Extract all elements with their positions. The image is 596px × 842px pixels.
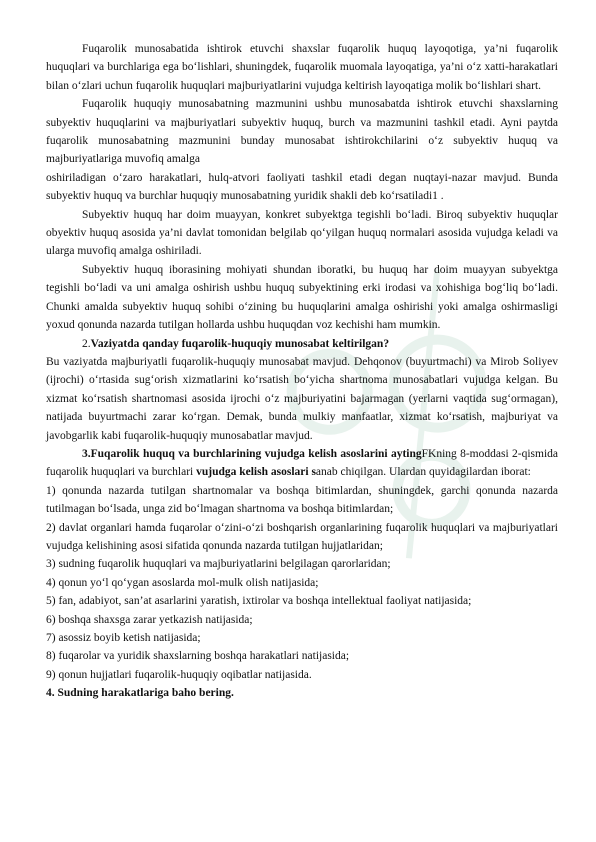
question-2-heading bbox=[46, 335, 558, 353]
list-item: 4) qonun yo‘l qo‘ygan asoslarda mol-mulk olish natijasida; bbox=[46, 576, 319, 589]
list-item: 7) asossiz boyib ketish natijasida; bbox=[46, 632, 201, 644]
paragraph: oshiriladigan o‘zaro harakatlari, hulq-atvori faoliyati tashkil etadi degan nuqtayi-nazar mavjud. Bunda subyektiv huquq va burchlar huquqiy munosabatning yuridik shakli deb ko‘rsatiladi1 . bbox=[46, 171, 558, 203]
paragraph: Subyektiv huquq iborasining mohiyati shundan iboratki, bu huquq har doim muayyan subyektga tegishli bo‘ladi va uni amalga oshirish ushbu huquq subyektining erki irodasi va xohishiga bog‘liq bo‘ladi. Chunki amalda subyektiv huquq sohibi o‘zining bu huquqlarini amalga oshirishi yoki amalga oshirmasligi yoxud qonunda nazarda tutilgan hollarda ushbu huquqdan voz kechishi ham mumkin. bbox=[46, 263, 558, 332]
list-item: 9) qonun hujjatlari fuqarolik-huquqiy oqibatlar natijasida. bbox=[46, 668, 312, 681]
list-item: 6) boshqa shaxsga zarar yetkazish natijasida; bbox=[46, 613, 253, 626]
question-3-text: FKning 8-moddasi 2-qismida fuqarolik huquqlari va burchlari bbox=[46, 447, 558, 479]
question-number: 2. bbox=[82, 337, 91, 350]
list-item: 3) sudning fuqarolik huquqlari va majburiyatlarini belgilagan qarorlaridan; bbox=[46, 558, 391, 571]
question-2-answer: Bu vaziyatda majburiyatli fuqarolik-huquqiy munosabat mavjud. Dehqonov (buyurtmachi) va Mirob Soliyev (ijrochi) o‘rtasida sug‘orish xizmatlarini ko‘rsatish bo‘yicha shartnoma munosabatlari vujudga kelgan. Bu xizmat ko‘rsatish shartnomasi asosida ijrochi o‘z majburiyatini bajarmagan (yerlarni vaqtida sug‘ormagan), natijada buyurtmachi zarar ko‘rgan. Demak, bunda mulkiy manfaatlar, xizmat ko‘rsatish, majburiyat va javobgarlik kabi fuqarolik-huquqiy munosabatlar mavjud. bbox=[46, 355, 558, 442]
question-3-title: 3.Fuqarolik huquq va burchlarining vujudga kelish asoslarini ayting bbox=[82, 447, 422, 460]
question-title: Vaziyatda qanday fuqarolik-huquqiy munosabat keltirilgan? bbox=[90, 337, 390, 350]
list-item: 1) qonunda nazarda tutilgan shartnomalar va boshqa bitimlardan, shuningdek, garchi qonunda nazarda tutilmagan bo‘lsada, unga zid bo‘lmagan shartnoma va boshqa bitimlardan; bbox=[46, 484, 558, 516]
question-3-bold: vujudga kelish asoslari s bbox=[196, 466, 316, 479]
question-3-paragraph bbox=[46, 445, 558, 482]
question-3-text-cont: anab chiqilgan. Ulardan quyidagilardan iborat: bbox=[315, 466, 531, 479]
paragraph: Fuqarolik huquqiy munosabatning mazmunini ushbu munosabatda ishtirok etuvchi shaxslarning subyektiv huquqlarini va majburiyatlari subyektiv huquq, burch va mazmunini tashkil etadi. Ayni paytda fuqarolik munosabatning mazmunini bunday munosabat ishtirokchilarini o‘z subyektiv huquq va majburiyatlariga muvofiq amalga bbox=[46, 98, 558, 166]
grounds-list bbox=[46, 482, 558, 684]
document-body bbox=[46, 40, 558, 703]
list-item: 8) fuqarolar va yuridik shaxslarning boshqa harakatlari natijasida; bbox=[46, 650, 350, 663]
paragraph: Subyektiv huquq har doim muayyan, konkret subyektga tegishli bo‘ladi. Biroq subyektiv huquqlar obyektiv huquq asosida ya’ni davlat tomonidan belgilab qo‘yilgan huquq normalari asosida vujudga keladi va ularga muvofiq amalga oshiriladi. bbox=[46, 208, 558, 258]
question-4-heading: 4. Sudning harakatlariga baho bering. bbox=[46, 687, 234, 700]
list-item: 2) davlat organlari hamda fuqarolar o‘zini-o‘zi boshqarish organlarining fuqarolik huquqlari va majburiyatlari vujudga kelishining asosi sifatida qonunda nazarda tutilgan hujjatlaridan; bbox=[46, 521, 558, 552]
paragraph: Fuqarolik munosabatida ishtirok etuvchi shaxslar fuqarolik huquq layoqotiga, ya’ni fuqarolik huquqlari va burchlariga ega bo‘lishlari, shuningdek, fuqarolik muomala layoqatiga, ya’ni o‘z xatti-harakatlari bilan o‘zlari uchun fuqarolik huquqlari majburiyatlarini vujudga keltirish layoqatiga molik bo‘lishlari shart. bbox=[46, 43, 558, 92]
list-item: 5) fan, adabiyot, san’at asarlarini yaratish, ixtirolar va boshqa intellektual faoliyat natijasida; bbox=[46, 595, 472, 608]
